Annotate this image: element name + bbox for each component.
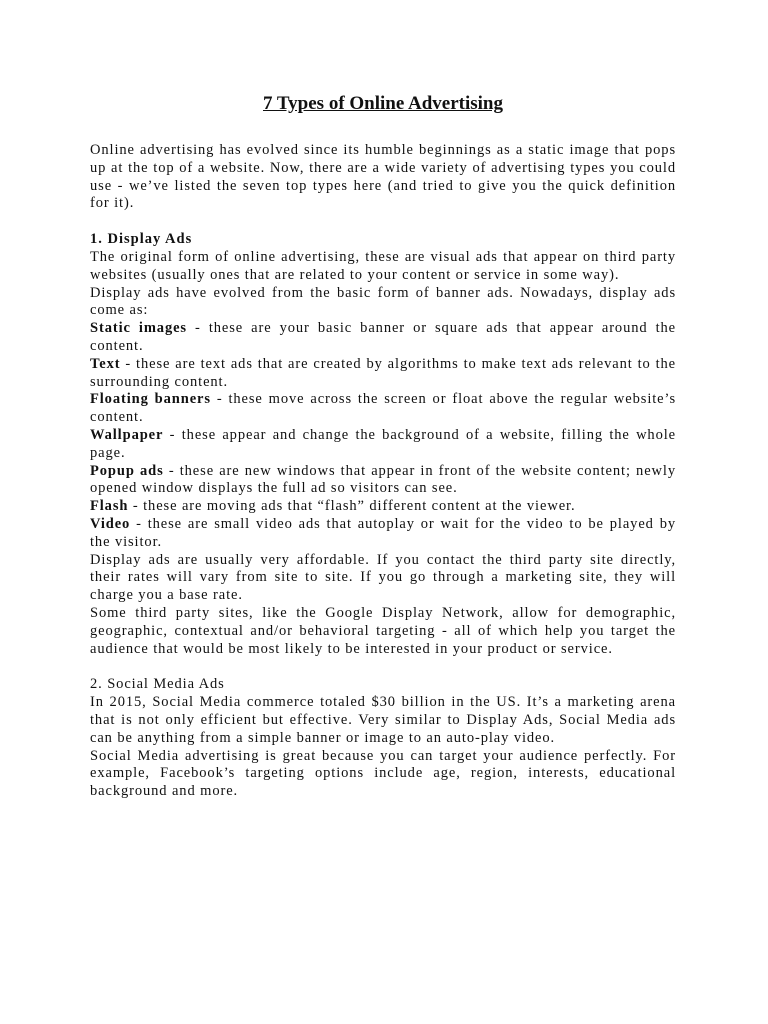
spacer (90, 658, 676, 676)
term-wallpaper: Wallpaper (90, 426, 164, 443)
definition-floating-banners: - these move across the screen or float above the regular website’s content. (90, 391, 676, 426)
term-popup-ads: Popup ads (90, 462, 164, 479)
term-text: Text (90, 355, 121, 372)
display-ads-paragraph-4: Some third party sites, like the Google Display Network, allow for demographic, geographic, contextual and/or behavioral targeting - all of which help you target the audience that would be most likely to be interested in your product or service. (90, 604, 676, 657)
definition-text: - these are text ads that are created by algorithms to make text ads relevant to the surrounding content. (90, 355, 676, 390)
list-item-popup-ads (90, 463, 676, 499)
term-floating-banners: Floating banners (90, 391, 211, 408)
display-ads-paragraph-2: Display ads have evolved from the basic form of banner ads. Nowadays, display ads come as: (90, 284, 676, 319)
list-item-text (90, 356, 676, 392)
display-ads-paragraph-3: Display ads are usually very affordable. If you contact the third party site directly, their rates will vary from site to site. If you go through a marketing site, they will charge you a base rate. (90, 551, 676, 604)
definition-wallpaper: - these appear and change the background of a website, filling the whole page. (90, 426, 676, 461)
definition-flash: - these are moving ads that “flash” different content at the viewer. (128, 498, 576, 515)
intro-paragraph: Online advertising has evolved since its humble beginnings as a static image that pops up at the top of a website. Now, there are a wide variety of advertising types you could use - we’ve listed the seven top types here (and tried to give you the quick definition for it). (90, 142, 676, 212)
definition-popup-ads: - these are new windows that appear in front of the website content; newly opened window displays the full ad so visitors can see. (90, 462, 676, 497)
spacer (90, 213, 676, 231)
list-item-floating-banners (90, 391, 676, 427)
section-heading-social-media-ads: 2. Social Media Ads (90, 676, 225, 693)
term-flash: Flash (90, 498, 129, 515)
social-media-paragraph-2: Social Media advertising is great because you can target your audience perfectly. For example, Facebook’s targeting options include age, region, interests, educational background and more. (90, 747, 676, 800)
section-heading-display-ads: 1. Display Ads (90, 231, 193, 248)
list-item-wallpaper (90, 427, 676, 463)
list-item-flash (90, 498, 676, 516)
document-page (90, 92, 676, 801)
definition-static-images: - these are your basic banner or square ads that appear around the content. (90, 320, 676, 354)
document-title: 7 Types of Online Advertising (263, 93, 503, 114)
list-item-video (90, 516, 676, 552)
term-video: Video (90, 515, 131, 532)
term-static-images: Static images (90, 320, 187, 337)
social-media-paragraph-1: In 2015, Social Media commerce totaled $30 billion in the US. It’s a marketing arena that is not only efficient but effective. Very similar to Display Ads, Social Media ads can be anything from a simple banner or image to an auto-play video. (90, 694, 676, 746)
list-item-static-images (90, 320, 676, 356)
display-ads-paragraph-1: The original form of online advertising, these are visual ads that appear on third party websites (usually ones that are related to your content or service in some way). (90, 248, 676, 283)
definition-video: - these are small video ads that autoplay or wait for the video to be played by the visitor. (90, 515, 676, 550)
